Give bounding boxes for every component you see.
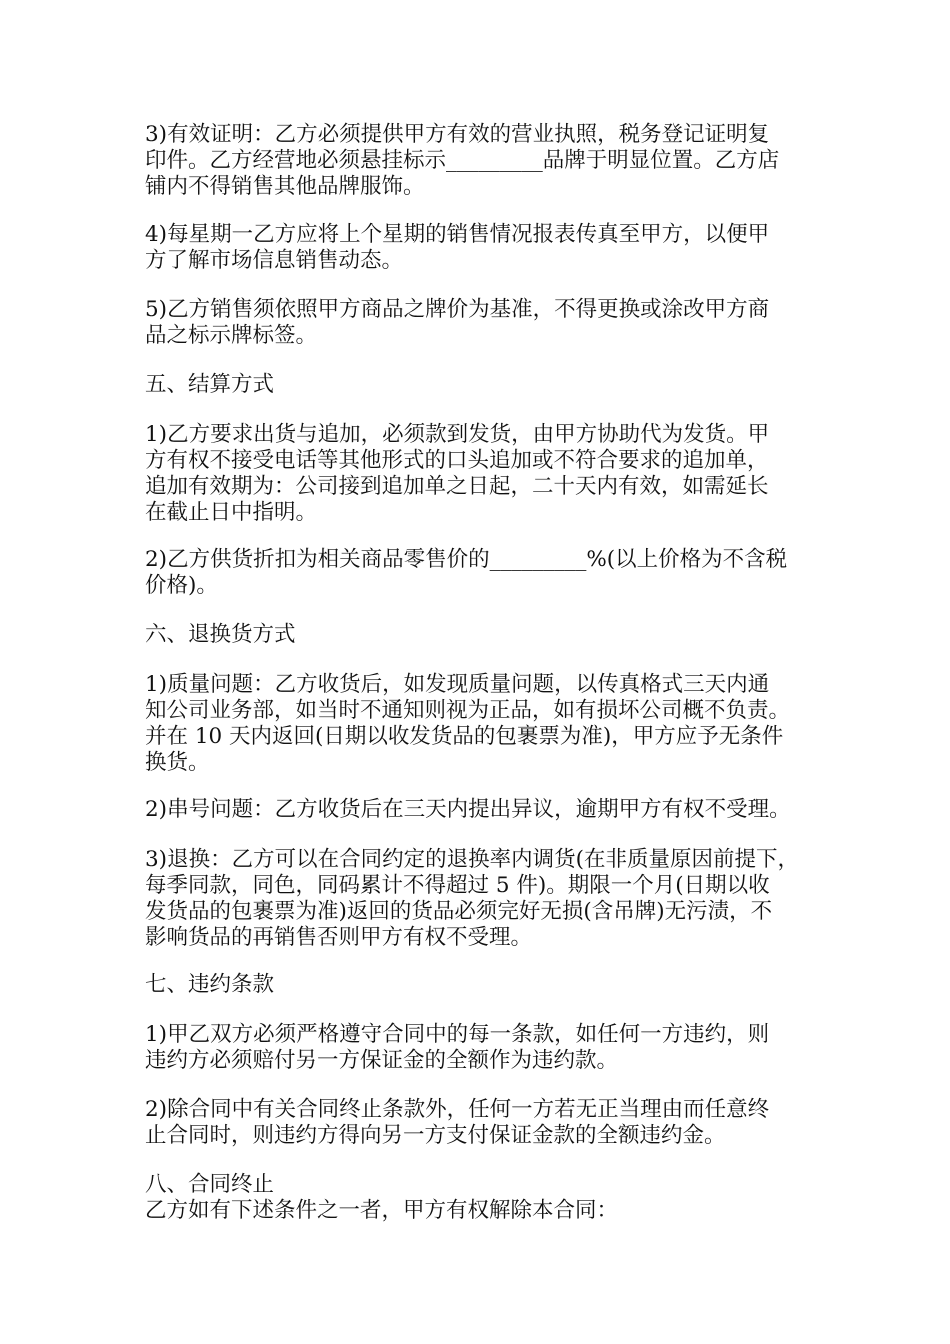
text-line: 每季同款，同色，同码累计不得超过 5 件)。期限一个月(日期以收 xyxy=(145,873,770,898)
text-line: 乙方如有下述条件之一者，甲方有权解除本合同： xyxy=(145,1198,619,1223)
text-line: 追加有效期为：公司接到追加单之日起，二十天内有效，如需延长 xyxy=(145,474,769,499)
text-line: 5)乙方销售须依照甲方商品之牌价为基准，不得更换或涂改甲方商 xyxy=(145,297,770,322)
section-heading: 七、违约条款 xyxy=(145,972,275,997)
text-line: 违约方必须赔付另一方保证金的全额作为违约款。 xyxy=(145,1048,619,1073)
section-heading: 六、退换货方式 xyxy=(145,622,296,647)
section-heading: 五、结算方式 xyxy=(145,372,275,397)
text-line: 止合同时，则违约方得向另一方支付保证金款的全额违约金。 xyxy=(145,1123,726,1148)
text-line: 铺内不得销售其他品牌服饰。 xyxy=(145,174,425,199)
text-line: 1)甲乙双方必须严格遵守合同中的每一条款，如任何一方违约，则 xyxy=(145,1022,770,1047)
text-line: 在截止日中指明。 xyxy=(145,500,318,525)
text-line: 影响货品的再销售否则甲方有权不受理。 xyxy=(145,925,533,950)
text-line: 品之标示牌标签。 xyxy=(145,323,318,348)
text-line: 并在 10 天内返回(日期以收发货品的包裹票为准)，甲方应予无条件 xyxy=(145,724,784,749)
text-line: 换货。 xyxy=(145,750,210,775)
text-line: 3)有效证明：乙方必须提供甲方有效的营业执照，税务登记证明复 xyxy=(145,122,770,147)
text-line: 1)乙方要求出货与追加，必须款到发货，由甲方协助代为发货。甲 xyxy=(145,422,770,447)
text-line: 知公司业务部，如当时不通知则视为正品，如有损坏公司概不负责。 xyxy=(145,698,791,723)
text-line: 发货品的包裹票为准)返回的货品必须完好无损(含吊牌)无污渍，不 xyxy=(145,899,773,924)
text-line: 1)质量问题：乙方收货后，如发现质量问题，以传真格式三天内通 xyxy=(145,672,770,697)
text-line: 价格)。 xyxy=(145,573,218,598)
text-line: 2)串号问题：乙方收货后在三天内提出异议，逾期甲方有权不受理。 xyxy=(145,797,791,822)
text-line: 方有权不接受电话等其他形式的口头追加或不符合要求的追加单， xyxy=(145,448,769,473)
text-line: 方了解市场信息销售动态。 xyxy=(145,248,404,273)
text-line: 2)除合同中有关合同终止条款外，任何一方若无正当理由而任意终 xyxy=(145,1097,770,1122)
text-line: 3)退换：乙方可以在合同约定的退换率内调货(在非质量原因前提下， xyxy=(145,847,799,872)
section-heading: 八、合同终止 xyxy=(145,1172,275,1197)
text-line: 4)每星期一乙方应将上个星期的销售情况报表传真至甲方，以便甲 xyxy=(145,222,770,247)
text-line: 2)乙方供货折扣为相关商品零售价的_________%(以上价格为不含税 xyxy=(145,547,788,572)
text-line: 印件。乙方经营地必须悬挂标示_________品牌于明显位置。乙方店 xyxy=(145,148,780,173)
